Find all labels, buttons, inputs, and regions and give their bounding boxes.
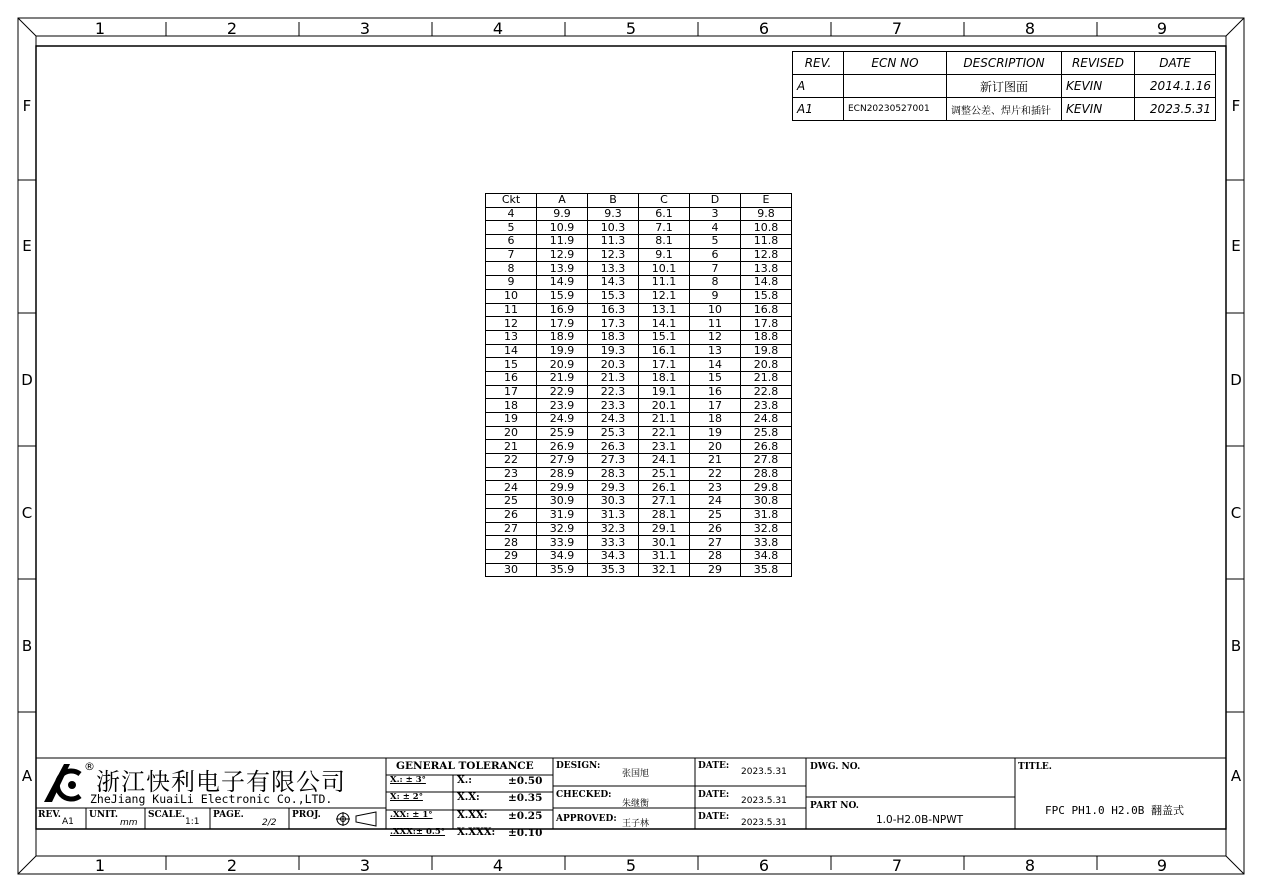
ckt-cell: 10.8 [741, 221, 792, 235]
ckt-cell: 22.9 [537, 385, 588, 399]
ckt-cell: 29.1 [639, 522, 690, 536]
scale-label: SCALE. [148, 810, 185, 820]
ckt-cell: 29 [486, 549, 537, 563]
unit-value: mm [120, 818, 138, 828]
ckt-cell: 28 [690, 549, 741, 563]
ckt-cell: 33.3 [588, 536, 639, 550]
ckt-cell: 11 [486, 303, 537, 317]
ckt-cell: 29.3 [588, 481, 639, 495]
ckt-cell: 33.9 [537, 536, 588, 550]
ckt-cell: 28.9 [537, 467, 588, 481]
ckt-cell: 15.9 [537, 289, 588, 303]
row-zone-label: D [21, 371, 33, 389]
ckt-cell: 18 [486, 399, 537, 413]
rev-cell: A1 [793, 98, 844, 121]
date-label: DATE: [698, 761, 730, 771]
ckt-cell: 23 [690, 481, 741, 495]
column-zone-label: 4 [492, 19, 504, 38]
description-header: DESCRIPTION [947, 52, 1062, 75]
ckt-cell: 9.8 [741, 207, 792, 221]
column-zone-label: 3 [359, 856, 371, 875]
ckt-cell: 35.9 [537, 563, 588, 577]
linear-tolerance-label: X.: [457, 775, 472, 786]
row-zone-label: C [21, 504, 33, 522]
ckt-cell: 25.8 [741, 426, 792, 440]
ckt-cell: 25.1 [639, 467, 690, 481]
ckt-cell: 10.9 [537, 221, 588, 235]
ckt-cell: 32.3 [588, 522, 639, 536]
ckt-cell: 25.3 [588, 426, 639, 440]
checked-date: 2023.5.31 [741, 796, 787, 806]
row-zone-label: E [22, 237, 32, 255]
ckt-cell: 14 [486, 344, 537, 358]
ckt-cell: 21 [486, 440, 537, 454]
proj-label: PROJ. [292, 810, 321, 820]
ckt-cell: 23.1 [639, 440, 690, 454]
approved-value: 王子林 [622, 819, 650, 829]
ckt-cell: 8.1 [639, 235, 690, 249]
column-zone-label: 6 [758, 856, 770, 875]
ckt-cell: 4 [690, 221, 741, 235]
ckt-cell: 5 [690, 235, 741, 249]
ckt-cell: 13 [690, 344, 741, 358]
ckt-cell: 22.3 [588, 385, 639, 399]
ckt-cell: 7 [690, 262, 741, 276]
column-zone-label: 1 [94, 19, 106, 38]
ckt-cell: 26 [486, 508, 537, 522]
ckt-cell: 22.8 [741, 385, 792, 399]
ckt-cell: 33.8 [741, 536, 792, 550]
ckt-cell: 19.9 [537, 344, 588, 358]
column-zone-label: 1 [94, 856, 106, 875]
ckt-cell: 12 [690, 330, 741, 344]
ckt-cell: 28.1 [639, 508, 690, 522]
column-zone-label: 5 [625, 19, 637, 38]
ckt-cell: 23 [486, 467, 537, 481]
angular-tolerance: X: ± 2° [390, 792, 423, 802]
ckt-cell: 34.8 [741, 549, 792, 563]
date-label: DATE: [698, 790, 730, 800]
ckt-cell: 29 [690, 563, 741, 577]
ckt-cell: 6 [690, 248, 741, 262]
ckt-cell: 21 [690, 454, 741, 468]
ckt-column-header: B [588, 194, 639, 208]
ckt-cell: 35.8 [741, 563, 792, 577]
scale-value: 1:1 [185, 817, 200, 827]
column-zone-label: 9 [1156, 19, 1168, 38]
ckt-cell: 17.9 [537, 317, 588, 331]
column-zone-label: 6 [758, 19, 770, 38]
page-value: 2/2 [262, 818, 277, 828]
date-cell: 2023.5.31 [1135, 98, 1216, 121]
ckt-cell: 18.9 [537, 330, 588, 344]
ecn-cell: ECN20230527001 [844, 98, 947, 121]
ckt-cell: 17.3 [588, 317, 639, 331]
ckt-cell: 19.8 [741, 344, 792, 358]
column-zone-label: 8 [1024, 856, 1036, 875]
ckt-column-header: Ckt [486, 194, 537, 208]
ckt-cell: 26.8 [741, 440, 792, 454]
ckt-cell: 12 [486, 317, 537, 331]
rev-label: REV. [38, 810, 61, 820]
linear-tolerance-value: ±0.35 [508, 792, 543, 804]
row-zone-label: D [1230, 371, 1242, 389]
ckt-cell: 19 [486, 413, 537, 427]
row-zone-label: B [1230, 637, 1242, 655]
ckt-cell: 23.3 [588, 399, 639, 413]
ckt-cell: 24.3 [588, 413, 639, 427]
company-name-cn: 浙江快利电子有限公司 [96, 768, 346, 796]
ckt-cell: 17.1 [639, 358, 690, 372]
date-label: DATE: [698, 812, 730, 822]
ckt-cell: 22 [690, 467, 741, 481]
design-label: DESIGN: [556, 761, 601, 771]
dwg-no-label: DWG. NO. [810, 762, 861, 772]
ckt-cell: 20 [486, 426, 537, 440]
ckt-cell: 16 [486, 371, 537, 385]
linear-tolerance-value: ±0.25 [508, 810, 543, 822]
rev-cell: A [793, 75, 844, 98]
ckt-cell: 13.1 [639, 303, 690, 317]
ckt-cell: 8 [690, 276, 741, 290]
ckt-column-header: E [741, 194, 792, 208]
ckt-cell: 13 [486, 330, 537, 344]
ckt-cell: 27 [486, 522, 537, 536]
ckt-cell: 31.9 [537, 508, 588, 522]
date-header: DATE [1135, 52, 1216, 75]
revised-cell: KEVIN [1062, 98, 1135, 121]
ckt-cell: 7 [486, 248, 537, 262]
ckt-cell: 17 [486, 385, 537, 399]
approved-label: APPROVED: [556, 814, 617, 824]
ckt-cell: 29.8 [741, 481, 792, 495]
ckt-cell: 14 [690, 358, 741, 372]
column-zone-label: 7 [891, 19, 903, 38]
ckt-cell: 12.8 [741, 248, 792, 262]
page-label: PAGE. [213, 810, 244, 820]
ckt-cell: 11.9 [537, 235, 588, 249]
column-zone-label: 4 [492, 856, 504, 875]
row-zone-label: F [1231, 97, 1241, 115]
ckt-cell: 20.3 [588, 358, 639, 372]
ckt-cell: 12.3 [588, 248, 639, 262]
ckt-column-header: C [639, 194, 690, 208]
ckt-cell: 27.3 [588, 454, 639, 468]
ckt-cell: 20.1 [639, 399, 690, 413]
unit-label: UNIT. [89, 810, 118, 820]
ckt-cell: 31.3 [588, 508, 639, 522]
ckt-cell: 14.8 [741, 276, 792, 290]
row-zone-label: B [21, 637, 33, 655]
ckt-cell: 15 [690, 371, 741, 385]
ckt-cell: 15.3 [588, 289, 639, 303]
ckt-cell: 20.9 [537, 358, 588, 372]
ckt-cell: 16.1 [639, 344, 690, 358]
ckt-cell: 24 [690, 495, 741, 509]
ckt-cell: 24 [486, 481, 537, 495]
description-cell: 新订图面 [947, 75, 1062, 98]
ckt-cell: 29.9 [537, 481, 588, 495]
ckt-cell: 16.9 [537, 303, 588, 317]
ckt-cell: 28.3 [588, 467, 639, 481]
ckt-cell: 22.1 [639, 426, 690, 440]
row-zone-label: E [1231, 237, 1241, 255]
ckt-cell: 13.9 [537, 262, 588, 276]
ckt-cell: 34.9 [537, 549, 588, 563]
ckt-cell: 30.8 [741, 495, 792, 509]
column-zone-label: 3 [359, 19, 371, 38]
rev-header: REV. [793, 52, 844, 75]
ckt-cell: 13.3 [588, 262, 639, 276]
date-cell: 2014.1.16 [1135, 75, 1216, 98]
ckt-cell: 25 [486, 495, 537, 509]
part-no-label: PART NO. [810, 801, 859, 811]
ckt-cell: 26.3 [588, 440, 639, 454]
ckt-cell: 12.9 [537, 248, 588, 262]
ckt-cell: 11 [690, 317, 741, 331]
checked-label: CHECKED: [556, 790, 612, 800]
company-logo [42, 762, 86, 804]
ckt-cell: 17.8 [741, 317, 792, 331]
ckt-cell: 15 [486, 358, 537, 372]
design-date: 2023.5.31 [741, 767, 787, 777]
ecn-header: ECN NO [844, 52, 947, 75]
row-zone-label: A [21, 767, 33, 785]
ckt-cell: 32.1 [639, 563, 690, 577]
linear-tolerance-label: X.XX: [457, 810, 488, 821]
ckt-cell: 20.8 [741, 358, 792, 372]
ckt-cell: 11.1 [639, 276, 690, 290]
ckt-cell: 32.9 [537, 522, 588, 536]
ckt-cell: 24.9 [537, 413, 588, 427]
ckt-cell: 9.3 [588, 207, 639, 221]
ckt-cell: 26.9 [537, 440, 588, 454]
angular-tolerance: .XXX:± 0.5° [390, 827, 446, 837]
ckt-cell: 23.8 [741, 399, 792, 413]
ckt-cell: 14.3 [588, 276, 639, 290]
ckt-cell: 26 [690, 522, 741, 536]
linear-tolerance-value: ±0.10 [508, 827, 543, 839]
ckt-cell: 9 [690, 289, 741, 303]
ckt-cell: 12.1 [639, 289, 690, 303]
ckt-cell: 19 [690, 426, 741, 440]
ckt-column-header: D [690, 194, 741, 208]
ckt-cell: 24.8 [741, 413, 792, 427]
registered-mark: ® [84, 760, 95, 773]
angular-tolerance: X.: ± 3° [390, 775, 426, 785]
ckt-cell: 8 [486, 262, 537, 276]
row-zone-label: A [1230, 767, 1242, 785]
ckt-cell: 16 [690, 385, 741, 399]
ckt-cell: 30.3 [588, 495, 639, 509]
ckt-cell: 25.9 [537, 426, 588, 440]
ckt-cell: 23.9 [537, 399, 588, 413]
ckt-cell: 4 [486, 207, 537, 221]
ckt-cell: 10 [486, 289, 537, 303]
ckt-cell: 9.1 [639, 248, 690, 262]
ckt-cell: 32.8 [741, 522, 792, 536]
column-zone-label: 5 [625, 856, 637, 875]
ckt-cell: 27.8 [741, 454, 792, 468]
projection-symbol-icon [336, 810, 382, 827]
ckt-cell: 11.3 [588, 235, 639, 249]
ckt-cell: 14.9 [537, 276, 588, 290]
row-zone-label: C [1230, 504, 1242, 522]
ckt-cell: 25 [690, 508, 741, 522]
ckt-cell: 10 [690, 303, 741, 317]
design-value: 张国旭 [622, 769, 650, 779]
ckt-cell: 24.1 [639, 454, 690, 468]
ckt-cell: 15.1 [639, 330, 690, 344]
revised-cell: KEVIN [1062, 75, 1135, 98]
ckt-cell: 13.8 [741, 262, 792, 276]
revised-header: REVISED [1062, 52, 1135, 75]
ckt-cell: 21.3 [588, 371, 639, 385]
column-zone-label: 9 [1156, 856, 1168, 875]
row-zone-label: F [22, 97, 32, 115]
ckt-cell: 9 [486, 276, 537, 290]
description-cell: 调整公差、焊片和插针 [947, 98, 1062, 121]
ckt-cell: 6 [486, 235, 537, 249]
ckt-cell: 3 [690, 207, 741, 221]
ckt-cell: 22 [486, 454, 537, 468]
ckt-cell: 18.3 [588, 330, 639, 344]
ckt-cell: 28.8 [741, 467, 792, 481]
ckt-cell: 16.8 [741, 303, 792, 317]
ckt-cell: 11.8 [741, 235, 792, 249]
ckt-column-header: A [537, 194, 588, 208]
ckt-cell: 18.1 [639, 371, 690, 385]
ckt-cell: 30.1 [639, 536, 690, 550]
ckt-cell: 19.3 [588, 344, 639, 358]
ckt-cell: 18 [690, 413, 741, 427]
drawing-title: FPC PH1.0 H2.0B 翻盖式 [1045, 804, 1184, 817]
ckt-cell: 20 [690, 440, 741, 454]
ckt-cell: 16.3 [588, 303, 639, 317]
linear-tolerance-label: X.XXX: [457, 827, 496, 838]
ckt-cell: 14.1 [639, 317, 690, 331]
checked-value: 朱继衡 [622, 799, 650, 809]
ckt-cell: 5 [486, 221, 537, 235]
rev-value: A1 [62, 817, 74, 827]
company-name-en: ZheJiang KuaiLi Electronic Co.,LTD. [90, 792, 333, 806]
angular-tolerance: .XX: ± 1° [390, 810, 433, 820]
ckt-cell: 27.1 [639, 495, 690, 509]
ckt-cell: 19.1 [639, 385, 690, 399]
ckt-cell: 10.3 [588, 221, 639, 235]
linear-tolerance-value: ±0.50 [508, 775, 543, 787]
ckt-cell: 28 [486, 536, 537, 550]
linear-tolerance-label: X.X: [457, 792, 480, 803]
ckt-cell: 26.1 [639, 481, 690, 495]
ckt-cell: 21.1 [639, 413, 690, 427]
ckt-cell: 10.1 [639, 262, 690, 276]
ckt-cell: 30 [486, 563, 537, 577]
ckt-cell: 27 [690, 536, 741, 550]
column-zone-label: 7 [891, 856, 903, 875]
title-label: TITLE. [1018, 762, 1052, 772]
ckt-cell: 6.1 [639, 207, 690, 221]
ckt-cell: 35.3 [588, 563, 639, 577]
part-no-value: 1.0-H2.0B-NPWT [876, 814, 964, 826]
approved-date: 2023.5.31 [741, 818, 787, 828]
column-zone-label: 2 [226, 856, 238, 875]
ckt-cell: 30.9 [537, 495, 588, 509]
column-zone-label: 8 [1024, 19, 1036, 38]
column-zone-label: 2 [226, 19, 238, 38]
ckt-cell: 7.1 [639, 221, 690, 235]
ckt-cell: 17 [690, 399, 741, 413]
ckt-cell: 9.9 [537, 207, 588, 221]
ckt-cell: 31.1 [639, 549, 690, 563]
ckt-cell: 34.3 [588, 549, 639, 563]
ckt-cell: 18.8 [741, 330, 792, 344]
ckt-cell: 21.9 [537, 371, 588, 385]
ckt-cell: 31.8 [741, 508, 792, 522]
ckt-cell: 27.9 [537, 454, 588, 468]
tolerance-title: GENERAL TOLERANCE [396, 760, 534, 772]
ckt-cell: 15.8 [741, 289, 792, 303]
ckt-cell: 21.8 [741, 371, 792, 385]
